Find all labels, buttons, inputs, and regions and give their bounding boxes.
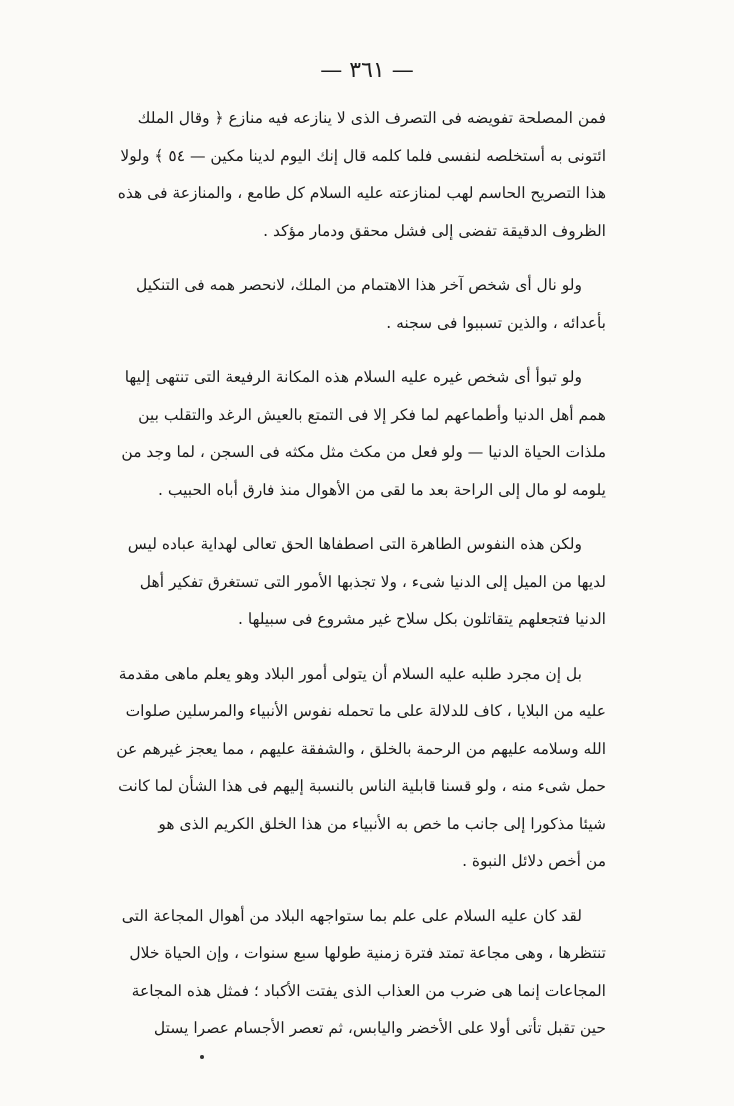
text-line: ولو تبوأ أى شخص غيره عليه السلام هذه المكانة الرفيعة التى تنتهى إليها (124, 368, 582, 386)
text-line: فمن المصلحة تفويضه فى التصرف الذى لا ينازعه فيه منازع ﴿ وقال الملك (137, 109, 606, 127)
text-line: ائتونى به أستخلصه لنفسى فلما كلمه قال إنك اليوم لدينا مكين — ٥٤ ﴾ ولولا (120, 146, 606, 165)
text-line: هذا التصريح الحاسم لهب لمنازعته عليه السلام كل طامع ، والمنازعة فى هذه (117, 184, 606, 202)
text-line: ولو نال أى شخص آخر هذا الاهتمام من الملك، لانحصر همه فى التنكيل (136, 276, 582, 294)
paragraph-4 (127, 526, 606, 639)
paragraph-5 (116, 656, 606, 881)
page-number: — ٣٦١ — (320, 58, 414, 83)
text-line: تنتظرها ، وهى مجاعة تمتد فترة زمنية طولها سبع سنوات ، وإن الحياة خلال (129, 944, 606, 962)
text-line: لديها من الميل إلى الدنيا شىء ، ولا تجذبها الأمور التى تستغرق تفكير أهل (139, 572, 606, 591)
text-line: ملذات الحياة الدنيا — ولو فعل من مكث مثل مكثه فى السجن ، لما وجد من (121, 443, 606, 461)
text-line: حين تقبل تأتى أولا على الأخضر واليابس، ثم تعصر الأجسام عصرا يستل (153, 1019, 606, 1037)
text-line: الدنيا فتجعلهم يتقاتلون بكل سلاح غير مشروع فى سبيلها . (238, 610, 606, 628)
print-speck (200, 1055, 204, 1059)
text-line: ولكن هذه النفوس الطاهرة التى اصطفاها الحق تعالى لهداية عباده ليس (127, 535, 582, 553)
text-line: من أخص دلائل النبوة . (462, 852, 606, 870)
paragraph-1 (117, 100, 606, 250)
body-text (116, 100, 606, 1065)
paragraph-2 (132, 267, 606, 342)
text-line: بل إن مجرد طلبه عليه السلام أن يتولى أمور البلاد وهو يعلم ماهى مقدمة (118, 664, 582, 683)
paragraph-3 (121, 359, 606, 509)
text-line: عليه من البلايا ، كاف للدلالة على ما تحمله نفوس الأنبياء والمرسلين صلوات (125, 702, 606, 720)
text-line: شيئا مذكورا إلى جانب ما خص به الأنبياء من هذا الخلق الكريم الذى هو (158, 814, 606, 833)
text-line: همم أهل الدنيا وأطماعهم لما فكر إلا فى التمتع بالعيش الرغد والتقلب بين (138, 405, 606, 424)
text-line: الله وسلامه عليهم من الرحمة بالخلق ، والشفقة عليهم ، مما يعجز غيرهم عن (116, 739, 606, 758)
paragraph-6 (121, 898, 606, 1048)
text-line: بأعدائه ، والذين تسببوا فى سجنه . (386, 313, 606, 332)
text-line: لقد كان عليه السلام على علم بما ستواجهه البلاد من أهوال المجاعة التى (121, 906, 582, 925)
text-line: حمل شىء منه ، ولو قسنا قابلية الناس بالنسبة إليهم فى هذا الشأن لما كانت (118, 777, 606, 795)
text-line: المجاعات إنما هى ضرب من العذاب الذى يفتت الأكباد ؛ فمثل هذه المجاعة (131, 981, 606, 1000)
text-line: الظروف الدقيقة تفضى إلى فشل محقق ودمار مؤكد . (263, 221, 606, 240)
text-line: يلومه لو مال إلى الراحة بعد ما لقى من الأهوال منذ فارق أباه الحبيب . (158, 480, 606, 499)
